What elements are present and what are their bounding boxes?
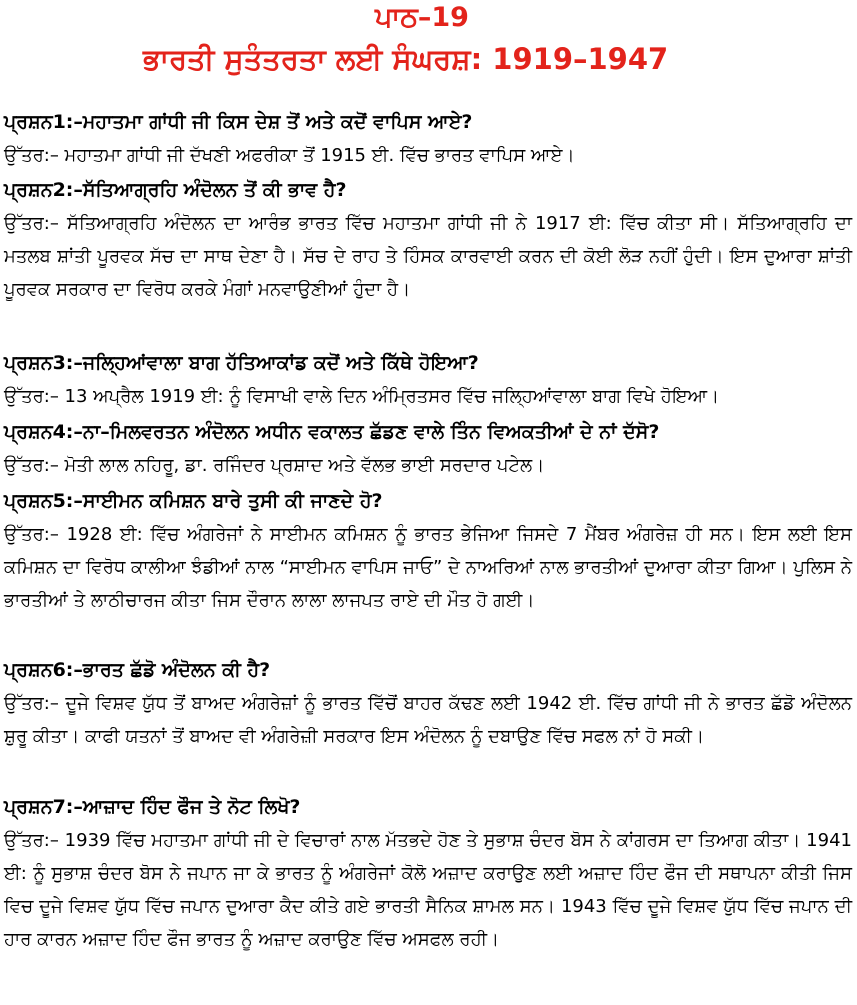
question-2: ਪ੍ਰਸ਼ਨ2:–ਸੱਤਿਆਗ੍ਰਹਿ ਅੰਦੋਲਨ ਤੋਂ ਕੀ ਭਾਵ ਹੈ?: [4, 179, 347, 201]
answer-3: ਉੱਤਰ:– 13 ਅਪ੍ਰੈਲ 1919 ਈ: ਨੂੰ ਵਿਸਾਖੀ ਵਾਲੇ ਦਿਨ ਅੰਮ੍ਰਿਤਸਰ ਵਿੱਚ ਜਲ੍ਹਿਆਂਵਾਲਾ ਬਾਗ ਵਿਖੇ ਹੋਇਆ।: [4, 386, 720, 407]
question-6: ਪ੍ਰਸ਼ਨ6:–ਭਾਰਤ ਛੱਡੋ ਅੰਦੋਲਨ ਕੀ ਹੈ?: [4, 659, 271, 681]
qa-block-6: [4, 653, 852, 753]
question-1: ਪ੍ਰਸ਼ਨ1:–ਮਹਾਤਮਾ ਗਾਂਧੀ ਜੀ ਕਿਸ ਦੇਸ਼ ਤੋਂ ਅਤੇ ਕਦੋਂ ਵਾਪਿਸ ਆਏ?: [4, 111, 473, 133]
answer-6: ਉੱਤਰ:– ਦੂਜੇ ਵਿਸ਼ਵ ਯੁੱਧ ਤੋਂ ਬਾਅਦ ਅੰਗਰੇਜ਼ਾਂ ਨੂੰ ਭਾਰਤ ਵਿੱਚੋਂ ਬਾਹਰ ਕੱਢਣ ਲਈ 1942 ਈ. ਵਿੱਚ ਗਾਂਧੀ ਜੀ ਨੇ ਭਾਰਤ ਛੱਡੋ ਅੰਦੋਲਨ ਸ਼ੁਰੂ ਕੀਤਾ। ਕਾਫੀ ਯਤਨਾਂ ਤੋਂ ਬਾਅਦ ਵੀ ਅੰਗਰੇਜ਼ੀ ਸਰਕਾਰ ਇਸ ਅੰਦੋਲਨ ਨੂੰ ਦਬਾਉਣ ਵਿੱਚ ਸਫਲ ਨਾਂ ਹੋ ਸਕੀ।: [4, 693, 852, 747]
qa-block-2: [4, 173, 852, 306]
answer-4: ਉੱਤਰ:– ਮੋਤੀ ਲਾਲ ਨਹਿਰੂ, ਡਾ. ਰਜਿੰਦਰ ਪ੍ਰਸ਼ਾਦ ਅਤੇ ਵੱਲਭ ਭਾਈ ਸਰਦਾਰ ਪਟੇਲ।: [4, 455, 545, 476]
qa-block-4: [4, 415, 852, 482]
qa-block-3: [4, 346, 852, 413]
qa-block-7: [4, 790, 852, 956]
question-5: ਪ੍ਰਸ਼ਨ5:–ਸਾਈਮਨ ਕਮਿਸ਼ਨ ਬਾਰੇ ਤੁਸੀ ਕੀ ਜਾਣਦੇ ਹੋ?: [4, 490, 383, 512]
question-4: ਪ੍ਰਸ਼ਨ4:–ਨਾ–ਮਿਲਵਰਤਨ ਅੰਦੋਲਨ ਅਧੀਨ ਵਕਾਲਤ ਛੱਡਣ ਵਾਲੇ ਤਿੰਨ ਵਿਅਕਤੀਆਂ ਦੇ ਨਾਂ ਦੱਸੋ?: [4, 421, 660, 443]
lesson-title: ਭਾਰਤੀ ਸੁਤੰਤਰਤਾ ਲਈ ਸੰਘਰਸ਼: 1919–1947: [143, 42, 669, 76]
qa-block-1: [4, 105, 852, 172]
qa-block-5: [4, 484, 852, 617]
question-7: ਪ੍ਰਸ਼ਨ7:–ਆਜ਼ਾਦ ਹਿੰਦ ਫੌਜ ਤੇ ਨੋਟ ਲਿਖੋ?: [4, 796, 301, 818]
question-3: ਪ੍ਰਸ਼ਨ3:–ਜਲ੍ਹਿਆਂਵਾਲਾ ਬਾਗ ਹੱਤਿਆਕਾਂਡ ਕਦੋਂ ਅਤੇ ਕਿੱਥੇ ਹੋਇਆ?: [4, 352, 479, 374]
answer-2: ਉੱਤਰ:– ਸੱਤਿਆਗ੍ਰਹਿ ਅੰਦੋਲਨ ਦਾ ਆਰੰਭ ਭਾਰਤ ਵਿੱਚ ਮਹਾਤਮਾ ਗਾਂਧੀ ਜੀ ਨੇ 1917 ਈ: ਵਿੱਚ ਕੀਤਾ ਸੀ। ਸੱਤਿਆਗ੍ਰਹਿ ਦਾ ਮਤਲਬ ਸ਼ਾਂਤੀ ਪੂਰਵਕ ਸੱਚ ਦਾ ਸਾਥ ਦੇਣਾ ਹੈ। ਸੱਚ ਦੇ ਰਾਹ ਤੇ ਹਿੰਸਕ ਕਾਰਵਾਈ ਕਰਨ ਦੀ ਕੋਈ ਲੋੜ ਨਹੀਂ ਹੁੰਦੀ। ਇਸ ਦੁਆਰਾ ਸ਼ਾਂਤੀ ਪੂਰਵਕ ਸਰਕਾਰ ਦਾ ਵਿਰੋਧ ਕਰਕੇ ਮੰਗਾਂ ਮਨਵਾਉਣੀਆਂ ਹੁੰਦਾ ਹੈ।: [4, 213, 852, 300]
answer-7: ਉੱਤਰ:– 1939 ਵਿੱਚ ਮਹਾਤਮਾ ਗਾਂਧੀ ਜੀ ਦੇ ਵਿਚਾਰਾਂ ਨਾਲ ਮੱਤਭਦੇ ਹੋਣ ਤੇ ਸੁਭਾਸ਼ ਚੰਦਰ ਬੋਸ ਨੇ ਕਾਂਗਰਸ ਦਾ ਤਿਆਗ ਕੀਤਾ। 1941 ਈ: ਨੂੰ ਸੁਭਾਸ਼ ਚੰਦਰ ਬੋਸ ਨੇ ਜਪਾਨ ਜਾ ਕੇ ਭਾਰਤ ਨੂੰ ਅੰਗਰੇਜਾਂ ਕੋਲੋ ਅਜ਼ਾਦ ਕਰਾਉਣ ਲਈ ਅਜ਼ਾਦ ਹਿੰਦ ਫੌਜ ਦੀ ਸਥਾਪਨਾ ਕੀਤੀ ਜਿਸ ਵਿਚ ਦੂਜੇ ਵਿਸ਼ਵ ਯੁੱਧ ਵਿੱਚ ਜਪਾਨ ਦੁਆਰਾ ਕੈਦ ਕੀਤੇ ਗਏ ਭਾਰਤੀ ਸੈਨਿਕ ਸ਼ਾਮਲ ਸਨ। 1943 ਵਿੱਚ ਦੂਜੇ ਵਿਸ਼ਵ ਯੁੱਧ ਵਿੱਚ ਜਪਾਨ ਦੀ ਹਾਰ ਕਾਰਨ ਅਜ਼ਾਦ ਹਿੰਦ ਫੌਜ ਭਾਰਤ ਨੂੰ ਅਜ਼ਾਦ ਕਰਾਉਣ ਵਿੱਚ ਅਸਫਲ ਰਹੀ।: [4, 830, 852, 950]
answer-5: ਉੱਤਰ:– 1928 ਈ: ਵਿੱਚ ਅੰਗਰੇਜਾਂ ਨੇ ਸਾਈਮਨ ਕਮਿਸ਼ਨ ਨੂੰ ਭਾਰਤ ਭੇਜਿਆ ਜਿਸਦੇ 7 ਮੈਂਬਰ ਅੰਗਰੇਜ਼ ਹੀ ਸਨ। ਇਸ ਲਈ ਇਸ ਕਮਿਸ਼ਨ ਦਾ ਵਿਰੋਧ ਕਾਲੀਆ ਝੰਡੀਆਂ ਨਾਲ “ਸਾਈਮਨ ਵਾਪਿਸ ਜਾਓ” ਦੇ ਨਾਅਰਿਆਂ ਨਾਲ ਭਾਰਤੀਆਂ ਦੁਆਰਾ ਕੀਤਾ ਗਿਆ। ਪੁਲਿਸ ਨੇ ਭਾਰਤੀਆਂ ਤੇ ਲਾਠੀਚਾਰਜ ਕੀਤਾ ਜਿਸ ਦੌਰਾਨ ਲਾਲਾ ਲਾਜਪਤ ਰਾਏ ਦੀ ਮੌਤ ਹੋ ਗਈ।: [4, 524, 852, 611]
answer-1: ਉੱਤਰ:– ਮਹਾਤਮਾ ਗਾਂਧੀ ਜੀ ਦੱਖਣੀ ਅਫਰੀਕਾ ਤੋਂ 1915 ਈ. ਵਿੱਚ ਭਾਰਤ ਵਾਪਿਸ ਆਏ।: [4, 145, 575, 166]
lesson-number: ਪਾਠ–19: [375, 2, 469, 33]
